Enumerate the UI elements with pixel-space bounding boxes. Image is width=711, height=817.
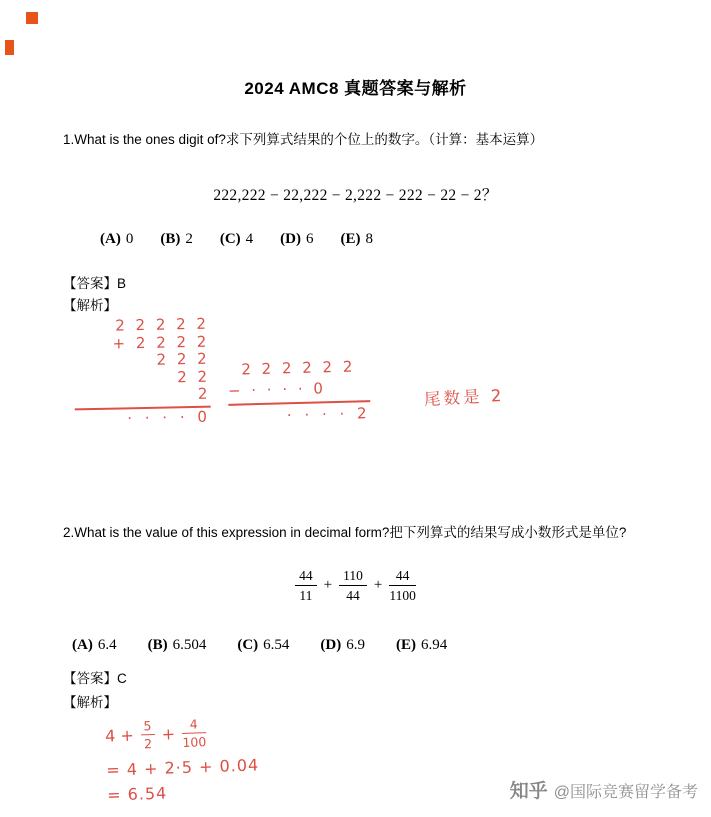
question2-prompt: 2.What is the value of this expression in decimal form?把下列算式的结果写成小数形式是单位?	[63, 525, 627, 540]
answer-label: 【答案】	[63, 276, 117, 291]
hand-row: 2 2 2 2 2	[115, 314, 210, 335]
page-title: 2024 AMC8 真题答案与解析	[244, 79, 467, 98]
question2-answer-line	[63, 667, 127, 687]
answer-value: B	[117, 276, 127, 291]
orange-marker-square-small	[5, 40, 14, 55]
subtraction-result: · · · · 2	[286, 404, 371, 425]
hand-row: + 2 2 2 2	[112, 332, 210, 353]
fraction-3: $\frac{44}{1100}$	[389, 568, 416, 603]
choice-b: (B) 6.504	[147, 637, 207, 653]
handwritten-ones-digit-note: 尾数是 2	[423, 385, 505, 410]
choice-e: (E) 8	[340, 231, 373, 247]
hand-term: 4 +	[104, 725, 135, 746]
question2-analysis-label: 【解析】	[63, 695, 117, 710]
plus-sign: +	[161, 724, 176, 744]
plus-sign: +	[323, 577, 333, 593]
orange-marker-square	[26, 12, 38, 24]
hand-line-1	[105, 715, 259, 751]
question2-expression	[0, 568, 711, 603]
hand-line-3: = 6.54	[106, 783, 168, 805]
fraction-1: $\frac{44}{11}$	[295, 568, 317, 603]
hand-row: 2	[197, 384, 211, 403]
choice-e: (E) 6.94	[395, 637, 448, 653]
hand-row: 2 2 2	[156, 349, 210, 369]
handwritten-addition-column	[75, 316, 211, 429]
watermark	[510, 776, 698, 803]
hand-line-2: = 4 + 2·5 + 0.04	[105, 755, 260, 780]
handwritten-subtraction-column	[227, 356, 371, 428]
choice-c: (C) 6.54	[237, 637, 290, 653]
hand-row: 2 2 2 2 2 2	[241, 357, 356, 379]
fraction-2: $\frac{110}{44}$	[339, 568, 367, 603]
hand-row: − · · · · 0	[227, 379, 327, 400]
choice-c: (C) 4	[219, 231, 254, 247]
question1-analysis-label: 【解析】	[63, 298, 117, 313]
answer-value: C	[117, 671, 127, 686]
question1-answer-line	[63, 272, 126, 292]
question1-choices	[100, 231, 373, 248]
handwritten-decimal-work	[105, 715, 261, 804]
choice-b: (B) 2	[160, 231, 193, 247]
hand-fraction-1: $\frac{5}{2}$	[140, 719, 155, 750]
question1-expression: 222,222 − 22,222 − 2,222 − 222 − 22 − 2？	[213, 187, 498, 204]
choice-d: (D) 6.9	[320, 637, 365, 653]
addition-result: · · · · 0	[127, 407, 212, 427]
choice-a: (A) 6.4	[72, 637, 117, 653]
hand-fraction-2: $\frac{4}{100}$	[182, 716, 207, 750]
answer-label: 【答案】	[63, 671, 117, 686]
watermark-handle: @国际竞赛留学备考	[553, 784, 698, 801]
plus-sign: +	[373, 577, 383, 593]
choice-d: (D) 6	[280, 231, 314, 247]
question2-choices	[72, 637, 447, 654]
zhihu-logo-text: 知乎	[509, 781, 548, 802]
question1-prompt: 1.What is the ones digit of?求下列算式结果的个位上的数字。（计算：基本运算）	[63, 132, 544, 147]
hand-row: 2 2	[177, 367, 211, 386]
choice-a: (A) 0	[100, 231, 134, 247]
